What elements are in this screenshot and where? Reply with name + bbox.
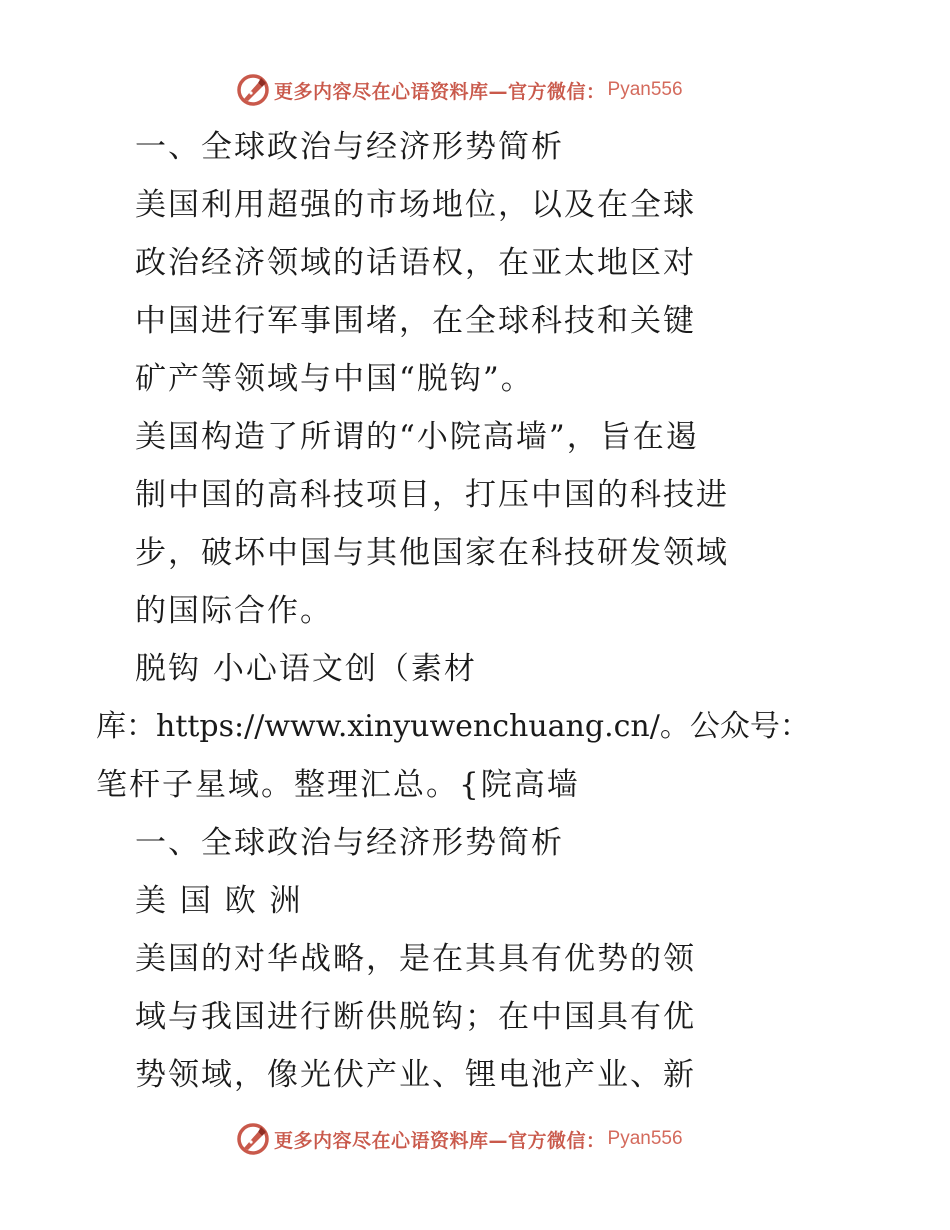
pen-logo-icon [236,1122,270,1156]
paragraph-line: 笔杆子星域。整理汇总。{院高墙 [96,767,580,803]
pen-logo-icon [236,73,270,107]
watermark-brand-text: 更多内容尽在心语资料库—官方微信： [274,80,606,103]
header-watermark [236,72,683,108]
watermark-wechat-id: Pyan556 [607,1128,683,1149]
paragraph-line: 中国进行军事围堵，在全球科技和关键 [135,303,696,339]
column-labels-line: 美 国 欧 洲 [135,883,303,919]
paragraph-line: 政治经济领域的话语权，在亚太地区对 [135,245,696,281]
paragraph-line: 的国际合作。 [135,593,333,629]
paragraph-line: 美国利用超强的市场地位，以及在全球 [135,187,696,223]
paragraph-line: 矿产等领域与中国“脱钩”。 [135,361,534,397]
footer-watermark [236,1121,683,1157]
source-link-line: 库：https://www.xinyuwenchuang.cn/。公众号： [96,709,810,744]
watermark-wechat-id: Pyan556 [607,79,683,100]
section-heading: 一、全球政治与经济形势简析 [135,129,564,165]
paragraph-line: 步，破坏中国与其他国家在科技研发领域 [135,535,729,571]
paragraph-line: 美国的对华战略，是在其具有优势的领 [135,941,696,977]
watermark-brand-text: 更多内容尽在心语资料库—官方微信： [274,1129,606,1152]
section-heading: 一、全球政治与经济形势简析 [135,825,564,861]
paragraph-line: 势领域，像光伏产业、锂电池产业、新 [135,1057,696,1093]
paragraph-line: 制中国的高科技项目，打压中国的科技进 [135,477,729,513]
paragraph-line: 脱钩 小心语文创（素材 [135,651,477,687]
paragraph-line: 美国构造了所谓的“小院高墙”，旨在遏 [135,419,699,455]
paragraph-line: 域与我国进行断供脱钩；在中国具有优 [135,999,696,1035]
